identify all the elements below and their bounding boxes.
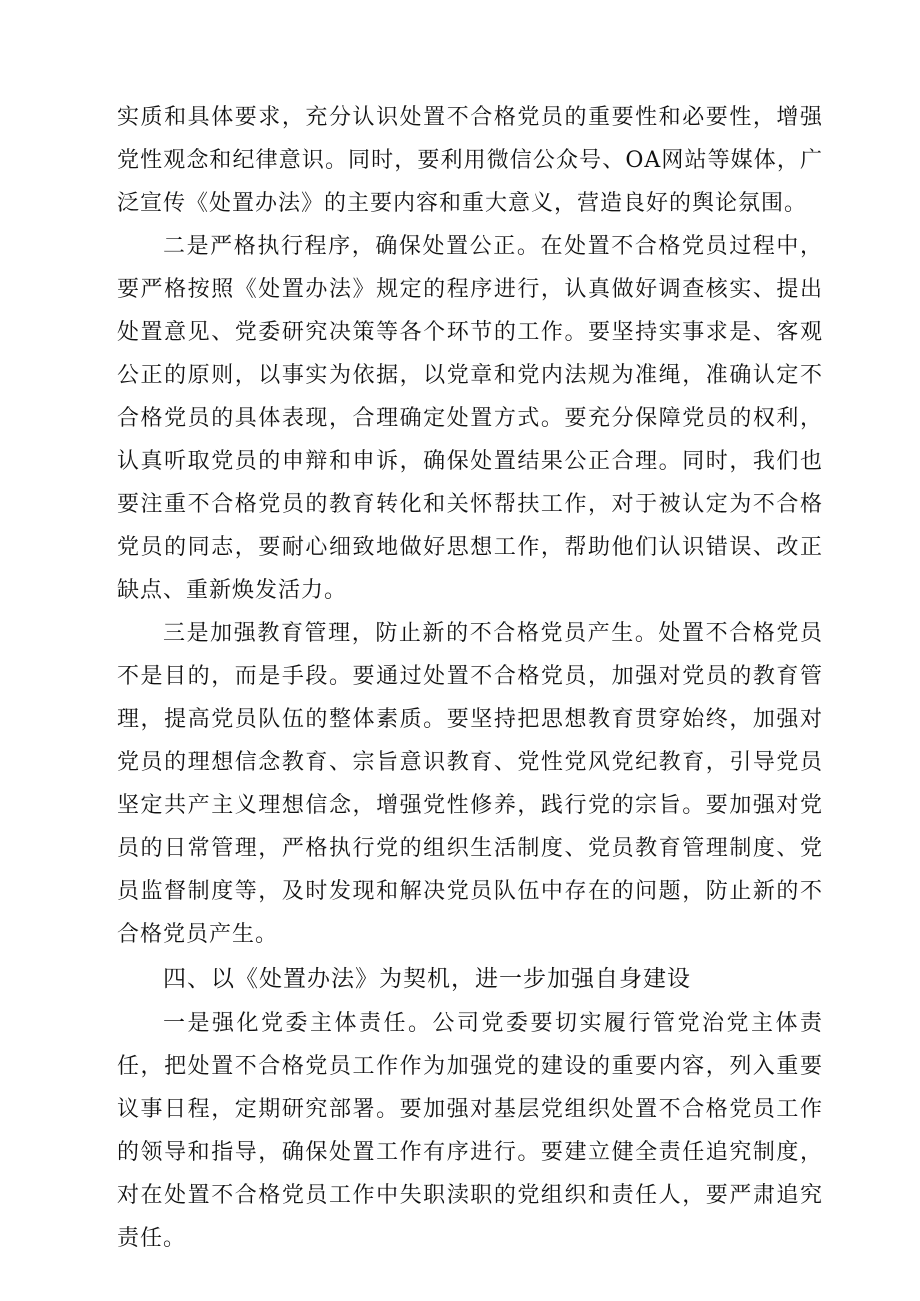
paragraph-party-committee-responsibility: 一是强化党委主体责任。公司党委要切实履行管党治党主体责任，把处置不合格党员工作作为加强党的建设的重要内容，列入重要议事日程，定期研究部署。要加强对基层党组织处置不合格党员工作的领导和指导，确保处置工作有序进行。要建立健全责任追究制度，对在处置不合格党员工作中失职渎职的党组织和责任人，要严肃追究责任。 (117, 1011, 823, 1251)
paragraph-strict-procedure: 二是严格执行程序，确保处置公正。在处置不合格党员过程中，要严格按照《处置办法》规定的程序进行，认真做好调查核实、提出处置意见、党委研究决策等各个环节的工作。要坚持实事求是、客观公正的原则，以事实为依据，以党章和党内法规为准绳，准确认定不合格党员的具体表现，合理确定处置方式。要充分保障党员的权利，认真听取党员的申辩和申诉，确保处置结果公正合理。同时，我们也要注重不合格党员的教育转化和关怀帮扶工作，对于被认定为不合格党员的同志，要耐心细致地做好思想工作，帮助他们认识错误、改正缺点、重新焕发活力。 (117, 234, 823, 603)
section-heading: 四、以《处置办法》为契机，进一步加强自身建设 (163, 966, 691, 992)
paragraph-education-management: 三是加强教育管理，防止新的不合格党员产生。处置不合格党员不是目的，而是手段。要通过处置不合格党员，加强对党员的教育管理，提高党员队伍的整体素质。要坚持把思想教育贯穿始终，加强对党员的理想信念教育、宗旨意识教育、党性党风党纪教育，引导党员坚定共产主义理想信念，增强党性修养，践行党的宗旨。要加强对党员的日常管理，严格执行党的组织生活制度、党员教育管理制度、党员监督制度等，及时发现和解决党员队伍中存在的问题，防止新的不合格党员产生。 (117, 621, 823, 947)
paragraph-continuation: 实质和具体要求，充分认识处置不合格党员的重要性和必要性，增强党性观念和纪律意识。同时，要利用微信公众号、OA网站等媒体，广泛宣传《处置办法》的主要内容和重大意义，营造良好的舆论氛围。 (117, 105, 823, 216)
document-body (117, 96, 823, 1260)
